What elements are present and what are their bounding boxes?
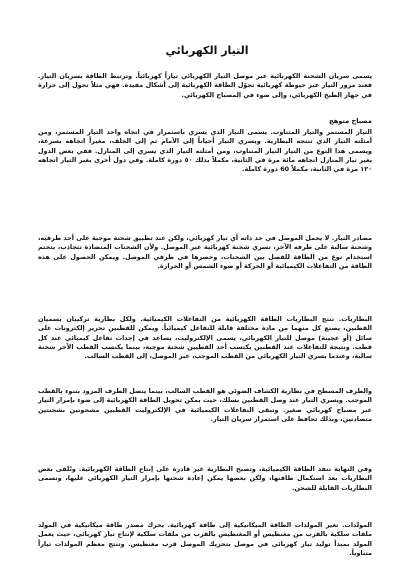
paragraph-intro: يسمى سريان الشحنة الكهربائية عبر موصل التيار الكهربائي تياراً كهربائياً. وترتبط الطاقة بسريان التيار. فعند مرور التيار عبر خيوطة كهربائية تحوّل الطاقة الكهربائية إلى أشكال مفيدة. فهي مثلاً تحول إلى حرارة في جهاز الطبخ الكهربائي، وإلى ضوء في المصباح الكهربائي. [38, 72, 372, 99]
paragraph-recharge: وفي النهاية تنفد الطاقة الكيميائية، وتصبح البطارية غير قادرة على إنتاج الطاقة الكهربائية. وتُلقى بعض البطاريات بعد استكمال طاقتها، ولكن بعضها يمكن إعادة شحنها بإمرار التيار الكهربائي عليها، وتسمى البطاريات القابلة للشحن. [38, 465, 372, 492]
subheading: مصباح متوهج [328, 117, 372, 125]
page-title: التيار الكهربائي [165, 44, 249, 57]
paragraph-dc-ac: التيار المستمر والتيار المتناوب. يسمى التيار الذي يسري باستمرار في اتجاه واحد التيار المستمر، ومن أمثلته التيار الذي تنتجه البطارية. ويسري التيار أحياناً إلى الأمام ثم إلى الخلف، مغيراً اتجاهه بسرعة، ويسمى هذا النوع من التيار التيار المتناوب، ومن أمثلته التيار الذي يسري إلى المنازل. ففي بعض الدول يغير تيار المنازل اتجاهه مائة مرة في الثانية، مكملاً بذلك ٥٠ دورة كاملة. وفي دول أخرى يغير التيار اتجاهه ١٢٠ مرة في الثانية، مكملاً 60 دورة كاملة. [38, 128, 372, 174]
paragraph-sources: مصادر التيار. لا يحمل الموصل في حد ذاته أي تيار كهربائي، ولكن عند تطبيق شحنة موجبة على أحد طرفيه، وشحنة سالبة على طرفه الآخر، تسري شحنة كهربائية عبر الموصل. ولأن الشحنات المتضادة تتجاذب، يتحتم استخدام نوع من الطاقة للفصل بين الشحنات، وحصرها في طرفي الموصل. ويمكن الحصول على هذه الطاقة من التفاعلات الكيميائية أو الحركة أو ضوء الشمس أو الحرارة. [38, 234, 372, 270]
paragraph-flashlight: والطرف المسطح في بطارية الكشاف الضوئي هو القطب السالب، بينما يتصل الطرف المزود بنتوء بالقطب الموجب. ويسري التيار عند وصل القطبين بسلك، حيث يمكن تحويل الطاقة الكهربائية إلى ضوء بإمرار التيار عبر مصباح كهربائي صغير. وتبقى التفاعلات الكيميائية في الإلكتروليت القطبين مشحونين بشحنتين متضادتين، وبذلك تحافظ على استمرار سريان التيار. [38, 387, 372, 423]
paragraph-generators: المولدات. تغير المولدات الطاقة الميكانيكية إلى طاقة كهربائية. يحرك مصدر طاقة ميكانيكية في المولد ملفات سلكية بالقرب من مغنطيس أو المغنطيس بالقرب من ملفات سلكية لإنتاج تيار كهربائي، حيث يعمل المولد بمبدأ توليد تيار كهربائي في موصل بتحريك الموصل قرب مغنطيس. وتنتج معظم المولدات تياراً متناوباً. [38, 521, 372, 557]
paragraph-batteries: البطاريات. تنتج البطاريات الطاقة الكهربائية من التفاعلات الكيميائية. ولكل بطارية تركيبان يسميان القطبين، يصنع كل منهما من مادة مختلفة قابلة للتفاعل كيميائياً. ويمكن للقطبين تحرير إلكترونات على سائل (أو عجينة) موصل للتيار الكهربائي، يسمى الإلكتروليت، يساعد في إحداث تفاعل كيميائي عند كل قطب. ونتيجة للتفاعلات عند القطبين يكتسب أحد القطبين شحنة موجبة، بينما يكتسب القطب الآخر شحنة سالبة، وعندما يسري التيار الكهربائي من القطب الموجب، عبر الموصل، إلى القطب السالب. [38, 315, 372, 361]
